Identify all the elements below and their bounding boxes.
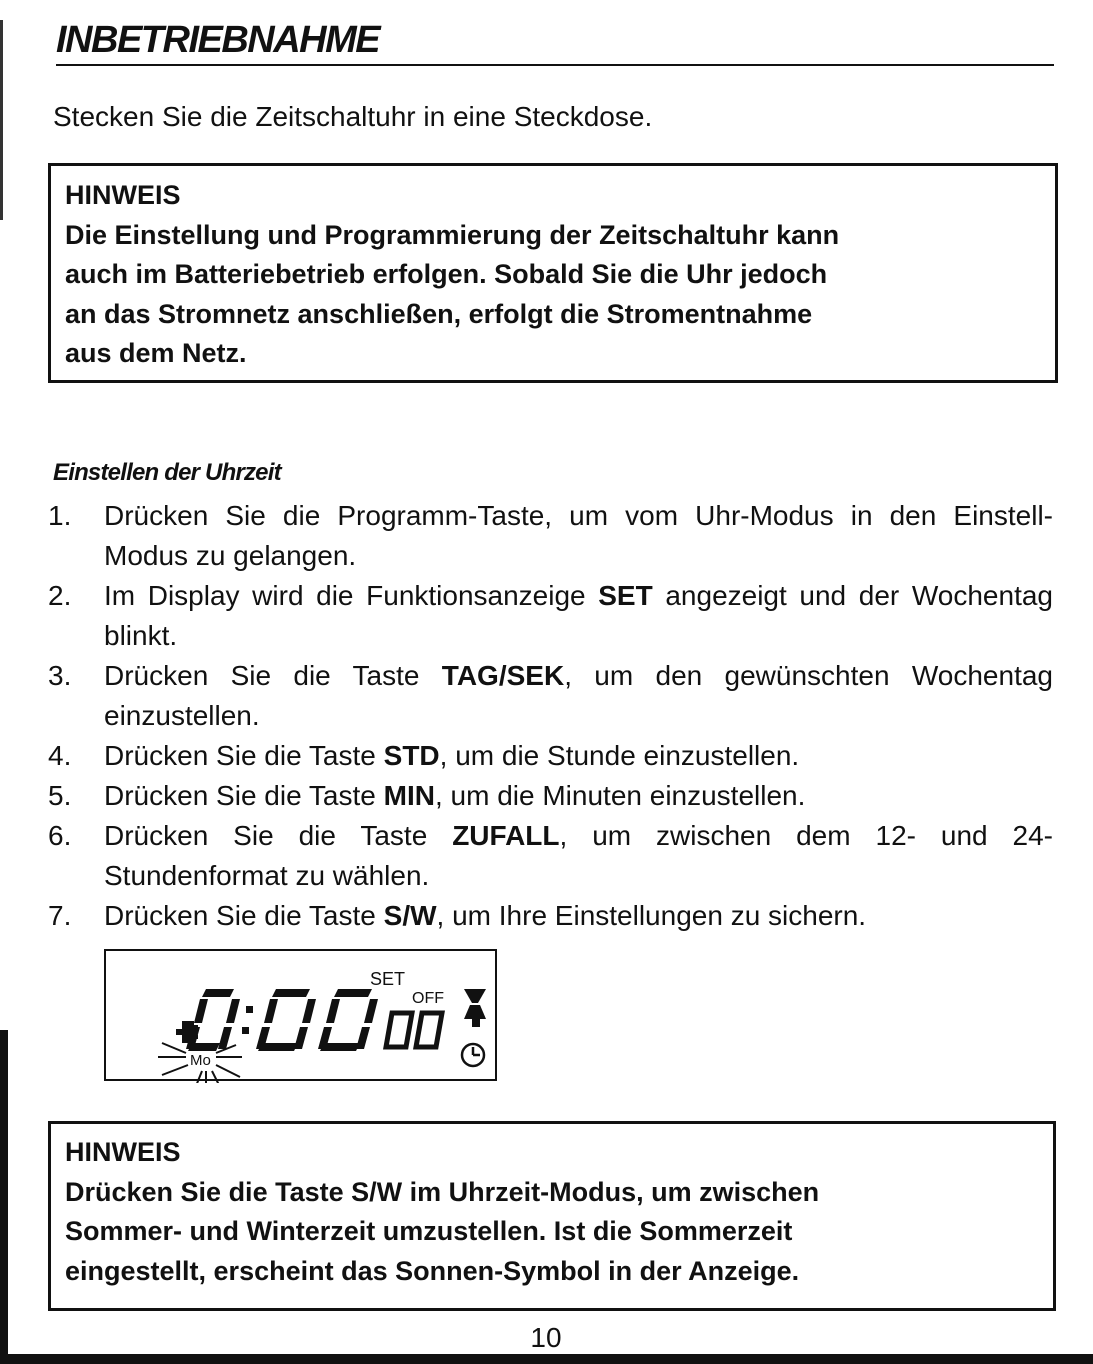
lcd-day-label: Mo xyxy=(190,1052,211,1069)
note-heading: HINWEIS xyxy=(65,1137,181,1167)
step-item xyxy=(48,736,1053,776)
step-text: Im Display wird die Funktionsanzeige SET angezeigt und der Wochentag blinkt. xyxy=(104,580,1053,651)
scan-edge-left-top xyxy=(0,20,3,220)
lcd-graphic xyxy=(106,951,499,1083)
step-number: 1. xyxy=(48,500,72,531)
page-number: 10 xyxy=(530,1322,562,1353)
steps-list xyxy=(48,496,1053,936)
lcd-colon xyxy=(242,1006,253,1034)
note-line: Sommer- und Winterzeit umzustellen. Ist die Sommerzeit xyxy=(65,1216,793,1246)
lcd-digit-seconds xyxy=(386,1013,442,1047)
step-number: 5. xyxy=(48,780,72,811)
note-line: an das Stromnetz anschließen, erfolgt die Stromentnahme xyxy=(65,298,813,329)
note-box-power xyxy=(48,163,1058,383)
power-indicator-icon xyxy=(464,989,486,1027)
step-text: Drücken Sie die Programm-Taste, um vom Uhr-Modus in den Einstell-Modus zu gelangen. xyxy=(104,500,1053,571)
lcd-display xyxy=(104,949,497,1081)
note-heading: HINWEIS xyxy=(65,180,181,210)
note-line: Die Einstellung und Programmierung der Zeitschaltuhr kann xyxy=(65,219,840,250)
step-number: 4. xyxy=(48,740,72,771)
step-number: 6. xyxy=(48,820,72,851)
note-line: aus dem Netz. xyxy=(65,338,247,368)
step-item xyxy=(48,496,1053,576)
lcd-digit-minute-tens xyxy=(256,989,316,1051)
lcd-digit-hour xyxy=(186,989,240,1051)
lcd-off-label: OFF xyxy=(412,990,444,1007)
step-number: 2. xyxy=(48,580,72,611)
lcd-set-label: SET xyxy=(370,969,406,989)
lcd-digit-minute-ones xyxy=(318,989,378,1051)
step-text: Drücken Sie die Taste MIN, um die Minuten einzustellen. xyxy=(104,780,806,811)
step-number: 7. xyxy=(48,900,72,931)
scan-edge-left xyxy=(0,1030,8,1364)
note-line: Drücken Sie die Taste S/W im Uhrzeit-Modus, um zwischen xyxy=(65,1176,820,1207)
step-text: Drücken Sie die Taste STD, um die Stunde einzustellen. xyxy=(104,740,800,771)
step-text: Drücken Sie die Taste S/W, um Ihre Einstellungen zu sichern. xyxy=(104,900,867,931)
section-title: Einstellen der Uhrzeit xyxy=(53,459,281,486)
step-number: 3. xyxy=(48,660,72,691)
step-item xyxy=(48,776,1053,816)
step-item xyxy=(48,816,1053,896)
step-item xyxy=(48,896,1053,936)
note-box-summertime xyxy=(48,1121,1056,1311)
page-title: INBETRIEBNAHME xyxy=(56,18,1054,66)
step-item xyxy=(48,576,1053,656)
note-line: auch im Batteriebetrieb erfolgen. Sobald Sie die Uhr jedoch xyxy=(65,259,828,289)
intro-text: Stecken Sie die Zeitschaltuhr in eine Steckdose. xyxy=(53,101,653,132)
clock-icon xyxy=(462,1044,484,1066)
step-item xyxy=(48,656,1053,736)
scan-edge-bottom xyxy=(0,1354,1093,1364)
step-text: Drücken Sie die Taste TAG/SEK, um den gewünschten Wochentag einzustellen. xyxy=(104,660,1053,731)
note-line: eingestellt, erscheint das Sonnen-Symbol in der Anzeige. xyxy=(65,1255,800,1286)
step-text: Drücken Sie die Taste ZUFALL, um zwischen dem 12- und 24-Stundenformat zu wählen. xyxy=(104,820,1053,891)
